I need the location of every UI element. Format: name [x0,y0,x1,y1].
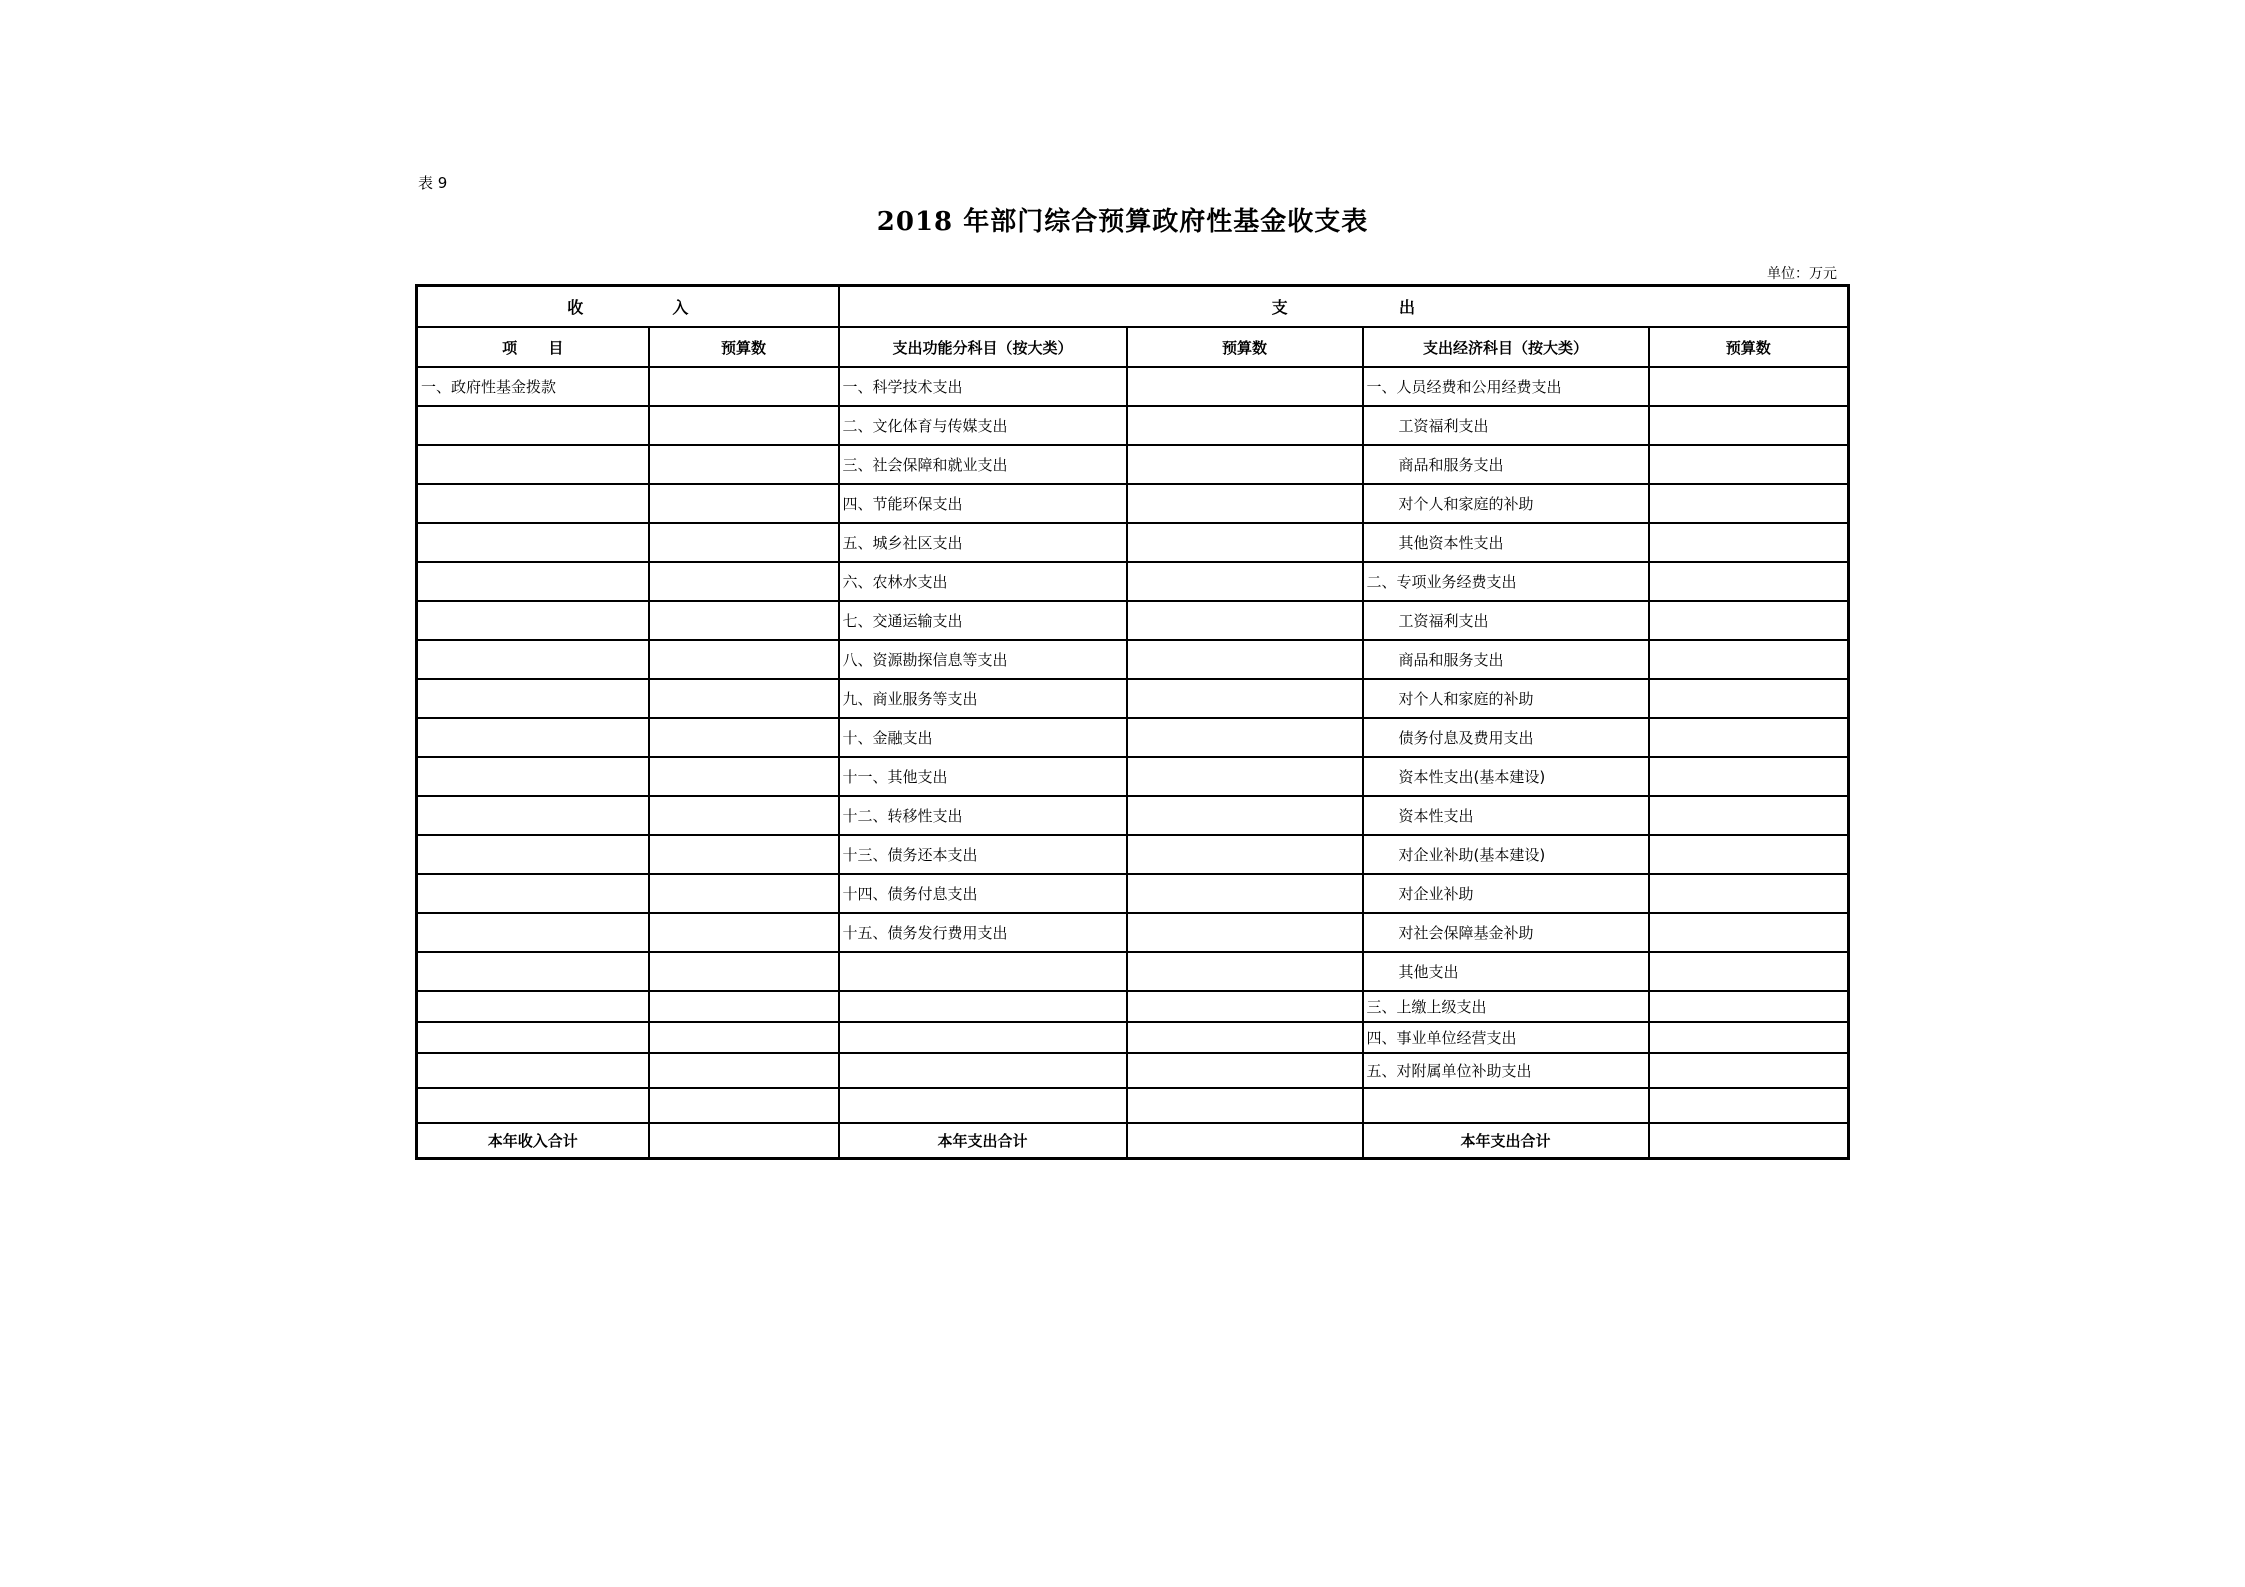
func-budget-cell [1127,679,1363,718]
econ-budget-cell [1649,796,1849,835]
table-row [417,562,1849,601]
income-budget-cell [649,445,839,484]
income-total-value [649,1123,839,1159]
econ-budget-cell [1649,874,1849,913]
func-subject-cell: 十二、转移性支出 [839,796,1127,835]
page-title: 2018 年部门综合预算政府性基金收支表 [876,207,1369,237]
income-item-cell [417,796,649,835]
income-budget-cell [649,874,839,913]
income-item-cell [417,757,649,796]
func-subject-cell: 十四、债务付息支出 [839,874,1127,913]
func-budget-cell [1127,991,1363,1022]
econ-subject-cell: 资本性支出 [1363,796,1649,835]
income-budget-cell [649,1022,839,1053]
table-row [417,913,1849,952]
income-item-cell [417,640,649,679]
econ-subject-cell: 工资福利支出 [1363,601,1649,640]
table-row [417,1022,1849,1053]
income-item-cell [417,874,649,913]
income-budget-cell [649,991,839,1022]
income-budget-cell [649,367,839,406]
func-budget-cell [1127,913,1363,952]
econ-budget-header: 预算数 [1649,327,1849,367]
income-budget-cell [649,406,839,445]
econ-subject-cell: 对个人和家庭的补助 [1363,679,1649,718]
econ-budget-cell [1649,1022,1849,1053]
econ-budget-cell [1649,562,1849,601]
func-subject-cell: 七、交通运输支出 [839,601,1127,640]
econ-subject-cell: 工资福利支出 [1363,406,1649,445]
func-subject-cell: 九、商业服务等支出 [839,679,1127,718]
econ-subject-cell: 资本性支出(基本建设) [1363,757,1649,796]
func-subject-cell: 十三、债务还本支出 [839,835,1127,874]
income-item-cell [417,952,649,991]
func-subject-cell: 二、文化体育与传媒支出 [839,406,1127,445]
table-row [417,835,1849,874]
income-budget-cell [649,523,839,562]
func-subject-cell: 十五、债务发行费用支出 [839,913,1127,952]
budget-table [415,284,1850,1160]
income-budget-cell [649,562,839,601]
econ-budget-cell [1649,484,1849,523]
table-row [417,1053,1849,1088]
func-subject-cell [839,1088,1127,1123]
income-item-cell [417,991,649,1022]
econ-budget-cell [1649,640,1849,679]
table-row [417,991,1849,1022]
econ-subject-cell: 对社会保障基金补助 [1363,913,1649,952]
econ-subject-cell: 对企业补助 [1363,874,1649,913]
income-item-cell [417,913,649,952]
income-total-label: 本年收入合计 [417,1123,649,1159]
income-budget-cell [649,952,839,991]
func-subject-cell [839,952,1127,991]
income-item-cell [417,445,649,484]
econ-budget-cell [1649,601,1849,640]
func-budget-cell [1127,796,1363,835]
func-budget-cell [1127,367,1363,406]
income-item-cell [417,406,649,445]
econ-budget-cell [1649,718,1849,757]
func-budget-cell [1127,835,1363,874]
income-item-cell [417,523,649,562]
income-budget-cell [649,796,839,835]
func-subject-cell [839,1053,1127,1088]
econ-total-value [1649,1123,1849,1159]
header-row-main [417,286,1849,328]
func-budget-cell [1127,523,1363,562]
econ-budget-cell [1649,679,1849,718]
func-budget-cell [1127,1022,1363,1053]
table-row [417,445,1849,484]
income-item-cell [417,718,649,757]
econ-budget-cell [1649,991,1849,1022]
table-row [417,367,1849,406]
table-row [417,484,1849,523]
func-budget-cell [1127,718,1363,757]
func-budget-cell [1127,757,1363,796]
income-item-cell [417,679,649,718]
func-subject-cell: 三、社会保障和就业支出 [839,445,1127,484]
table-row [417,1088,1849,1123]
table-row [417,718,1849,757]
expense-header: 支 出 [839,286,1849,328]
table-row [417,601,1849,640]
econ-subject-cell: 其他支出 [1363,952,1649,991]
econ-subject-cell: 三、上缴上级支出 [1363,991,1649,1022]
econ-subject-cell: 四、事业单位经营支出 [1363,1022,1649,1053]
econ-subject-cell: 二、专项业务经费支出 [1363,562,1649,601]
income-budget-cell [649,835,839,874]
func-budget-cell [1127,1053,1363,1088]
income-budget-cell [649,640,839,679]
econ-budget-cell [1649,1053,1849,1088]
econ-subject-cell: 其他资本性支出 [1363,523,1649,562]
func-budget-cell [1127,874,1363,913]
func-budget-cell [1127,640,1363,679]
income-item-cell [417,562,649,601]
econ-budget-cell [1649,367,1849,406]
func-budget-cell [1127,952,1363,991]
func-subject-cell: 一、科学技术支出 [839,367,1127,406]
table-row [417,523,1849,562]
income-header: 收 入 [417,286,839,328]
income-budget-cell [649,1053,839,1088]
econ-budget-cell [1649,757,1849,796]
econ-total-label: 本年支出合计 [1363,1123,1649,1159]
func-budget-cell [1127,562,1363,601]
econ-subject-cell: 债务付息及费用支出 [1363,718,1649,757]
econ-budget-cell [1649,406,1849,445]
income-budget-header: 预算数 [649,327,839,367]
econ-subject-cell: 商品和服务支出 [1363,640,1649,679]
income-item-cell: 一、政府性基金拨款 [417,367,649,406]
income-budget-cell [649,679,839,718]
income-budget-cell [649,484,839,523]
func-subject-cell [839,991,1127,1022]
func-subject-cell: 十、金融支出 [839,718,1127,757]
econ-budget-cell [1649,952,1849,991]
income-item-cell [417,835,649,874]
table-row [417,406,1849,445]
income-item-cell [417,1053,649,1088]
table-number-label: 表 9 [418,174,448,192]
func-subject-cell: 十一、其他支出 [839,757,1127,796]
econ-budget-cell [1649,835,1849,874]
income-budget-cell [649,913,839,952]
econ-subject-cell [1363,1088,1649,1123]
econ-subject-cell: 商品和服务支出 [1363,445,1649,484]
func-subject-cell [839,1022,1127,1053]
table-row [417,679,1849,718]
header-row-sub [417,327,1849,367]
func-budget-cell [1127,484,1363,523]
income-budget-cell [649,718,839,757]
income-item-cell [417,484,649,523]
econ-subject-header: 支出经济科目（按大类） [1363,327,1649,367]
func-budget-cell [1127,406,1363,445]
table-row [417,757,1849,796]
econ-subject-cell: 对企业补助(基本建设) [1363,835,1649,874]
econ-budget-cell [1649,523,1849,562]
econ-subject-cell: 一、人员经费和公用经费支出 [1363,367,1649,406]
func-total-label: 本年支出合计 [839,1123,1127,1159]
table-row [417,640,1849,679]
econ-budget-cell [1649,445,1849,484]
table-row [417,796,1849,835]
func-budget-header: 预算数 [1127,327,1363,367]
income-budget-cell [649,757,839,796]
func-subject-header: 支出功能分科目（按大类） [839,327,1127,367]
func-budget-cell [1127,601,1363,640]
func-subject-cell: 四、节能环保支出 [839,484,1127,523]
func-budget-cell [1127,1088,1363,1123]
income-item-cell [417,1088,649,1123]
unit-label: 单位：万元 [1767,266,1837,282]
econ-budget-cell [1649,913,1849,952]
income-budget-cell [649,601,839,640]
func-subject-cell: 六、农林水支出 [839,562,1127,601]
func-subject-cell: 八、资源勘探信息等支出 [839,640,1127,679]
table-row [417,874,1849,913]
econ-subject-cell: 对个人和家庭的补助 [1363,484,1649,523]
income-item-cell [417,601,649,640]
item-header: 项 目 [417,327,649,367]
econ-subject-cell: 五、对附属单位补助支出 [1363,1053,1649,1088]
totals-row [417,1123,1849,1159]
income-budget-cell [649,1088,839,1123]
func-budget-cell [1127,445,1363,484]
func-total-value [1127,1123,1363,1159]
table-row [417,952,1849,991]
func-subject-cell: 五、城乡社区支出 [839,523,1127,562]
income-item-cell [417,1022,649,1053]
econ-budget-cell [1649,1088,1849,1123]
